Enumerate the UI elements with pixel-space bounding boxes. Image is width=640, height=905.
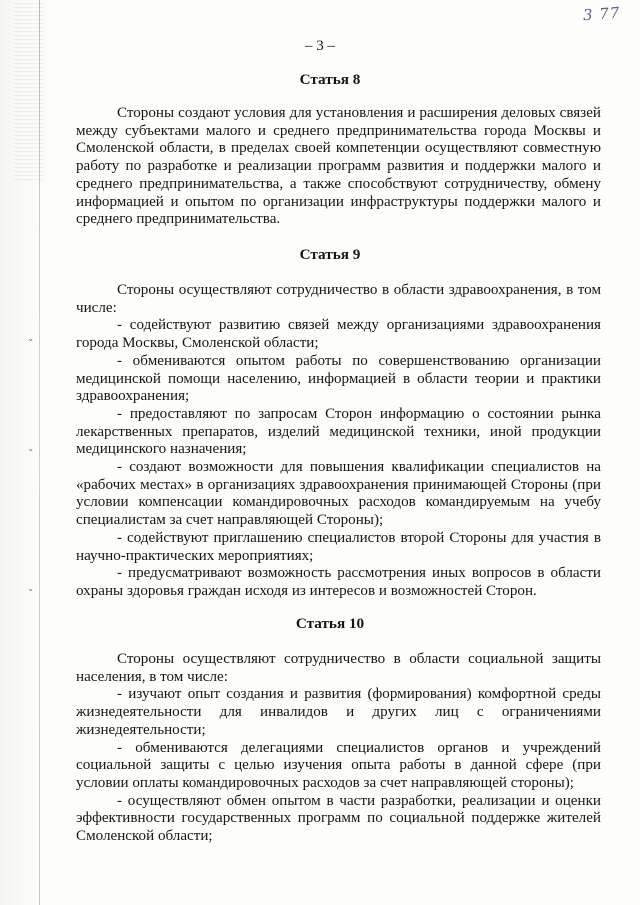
binding-edge-line xyxy=(39,0,40,905)
article-10-intro: Стороны осуществляют сотрудничество в области социальной защиты населения, в том числе: xyxy=(76,651,601,685)
article-8-paragraph: Стороны создают условия для установления и расширения деловых связей между субъектами малого и среднего предпринимательства города Москвы и Смоленской области, в пределах своей компетенции осуществляют совместную работу по разработке и реализации программ развития и поддержки малого и среднего предпринимательства, а также способствуют сотрудничеству, обмену информацией и опытом по организации инфраструктуры поддержки малого и среднего предпринимательства. xyxy=(76,105,601,228)
article-8-heading: Статья 8 xyxy=(299,71,361,88)
binding-mark-middle: ˇ xyxy=(28,448,34,461)
article-9-item: - содействуют приглашению специалистов второй Стороны для участия в научно-практических мероприятиях; xyxy=(76,529,601,564)
article-9-item: - содействуют развитию связей между организациями здравоохранения города Москвы, Смоленской области; xyxy=(76,317,601,352)
article-9-item: - обмениваются опытом работы по совершенствованию организации медицинской помощи населению, информацией в области теории и практики здравоохранения; xyxy=(76,352,601,405)
article-9-body xyxy=(76,282,601,601)
article-8-body xyxy=(76,105,601,229)
binding-mark-bottom: ˇ xyxy=(28,588,34,601)
article-10-item: - осуществляют обмен опытом в части разработки, реализации и оценки эффективности государственных программ по социальной поддержке жителей Смоленской области; xyxy=(76,792,601,845)
article-9-item: - предусматривают возможность рассмотрения иных вопросов в области охраны здоровья граждан исходя из интересов и возможностей Сторон. xyxy=(76,565,601,599)
article-9-heading: Статья 9 xyxy=(299,246,361,263)
binding-mark-top: ˇ xyxy=(28,338,34,351)
article-9-item: - предоставляют по запросам Сторон информацию о состоянии рынка лекарственных препаратов, изделий медицинской техники, иной продукции медицинского назначения; xyxy=(76,405,601,458)
article-10-body xyxy=(76,651,601,846)
article-9-intro: Стороны осуществляют сотрудничество в области здравоохранения, в том числе: xyxy=(76,282,601,316)
page-number: – 3 – xyxy=(305,38,335,54)
article-9-item: - создают возможности для повышения квалификации специалистов на «рабочих местах» в организациях здравоохранения принимающей Стороны (при условии компенсации командировочных расходов командируемым на учебу специалистам за счет направляющей Стороны); xyxy=(76,459,601,529)
article-10-item: - изучают опыт создания и развития (формирования) комфортной среды жизнедеятельности для инвалидов и других лиц с ограничениями жизнедеятельности; xyxy=(76,686,601,738)
handwritten-page-note: 3 77 xyxy=(581,3,621,25)
article-10-heading: Статья 10 xyxy=(295,615,365,632)
article-10-item: - обмениваются делегациями специалистов органов и учреждений социальной защиты с целью изучения опыта работы в данной сфере (при условии оплаты командировочных расходов за счет направляющей стороны); xyxy=(76,739,601,791)
